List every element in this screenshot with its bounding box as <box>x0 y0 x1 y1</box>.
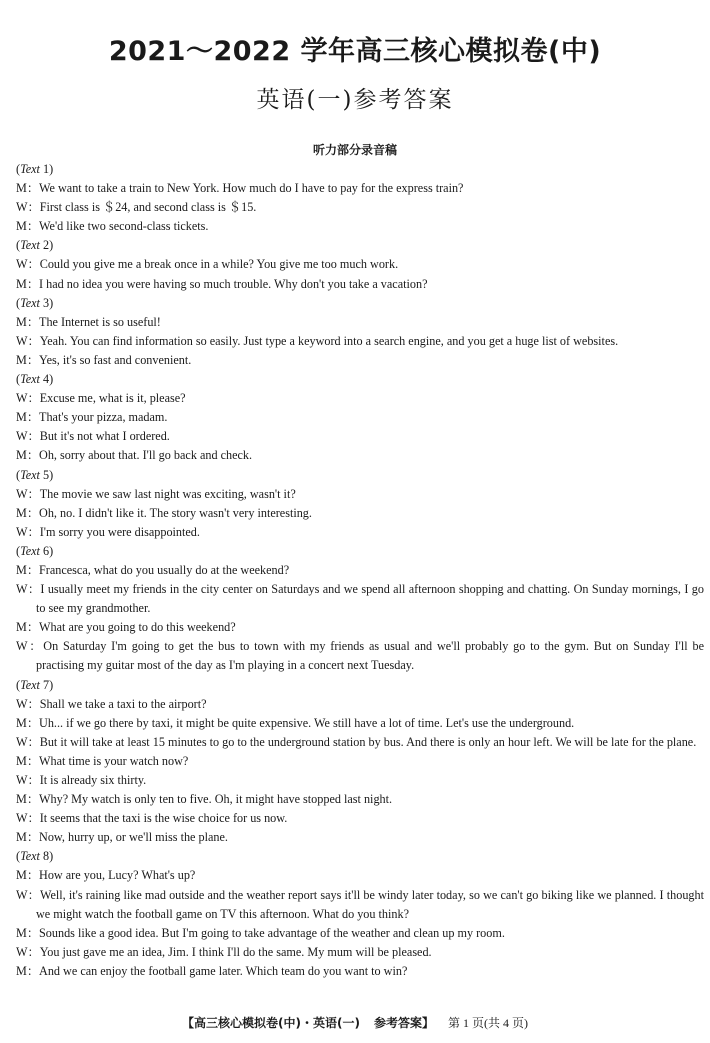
dialogue-line: M：What are you going to do this weekend? <box>16 620 236 635</box>
dialogue-line: W：It seems that the taxi is the wise choice for us now. <box>16 811 288 826</box>
dialogue-line: M：Yes, it's so fast and convenient. <box>16 352 192 367</box>
dialogue-line: W：Yeah. You can find information so easily. Just type a keyword into a search engine, and you get a huge list of websites. <box>16 333 619 348</box>
text-header: (Text 5) <box>16 467 54 482</box>
dialogue-line: M：And we can enjoy the football game later. Which team do you want to win? <box>16 963 408 978</box>
dialogue-line: W：It is already six thirty. <box>16 773 147 787</box>
dialogue-line: M：That's your pizza, madam. <box>16 410 168 425</box>
dialogue-line: W：I usually meet my friends in the city center on Saturdays and we spend all afternoon shopping and chatting. On Sunday mornings, I go to see my grandmother. <box>16 582 704 616</box>
dialogue-line: M：How are you, Lucy? What's up? <box>16 868 196 883</box>
dialogue-line: M：Now, hurry up, or we'll miss the plane. <box>16 830 228 845</box>
text-header: (Text 1) <box>16 162 54 176</box>
dialogue-line: M：Francesca, what do you usually do at the weekend? <box>16 562 290 577</box>
dialogue-line: W：But it's not what I ordered. <box>16 429 170 444</box>
text-header: (Text 2) <box>16 238 54 253</box>
dialogue-line: W：First class is ＄24, and second class is ＄15. <box>16 200 257 215</box>
dialogue-line: W：Could you give me a break once in a while? You give me too much work. <box>16 257 399 272</box>
dialogue-line: M：Sounds like a good idea. But I'm going to take advantage of the weather and clean up my room. <box>16 925 505 940</box>
dialogue-line: W：The movie we saw last night was exciting, wasn't it? <box>16 486 296 501</box>
dialogue-line: W：Excuse me, what is it, please? <box>16 391 186 406</box>
text-header: (Text 3) <box>16 295 54 310</box>
text-header: (Text 4) <box>16 372 54 387</box>
footer-label: 【高三核心模拟卷(中)・英语(一) <box>182 1016 360 1030</box>
dialogue-line: M：What time is your watch now? <box>16 753 189 768</box>
dialogue-line: W：I'm sorry you were disappointed. <box>16 524 200 539</box>
page-footer <box>0 1014 710 1032</box>
dialogue-line: M：Uh... if we go there by taxi, it might be quite expensive. We still have a lot of time. Let's use the underground. <box>16 715 575 730</box>
footer-page-number: 第 1 页(共 4 页) <box>447 1016 528 1030</box>
dialogue-line: M：We want to take a train to New York. How much do I have to pay for the express train? <box>16 181 464 196</box>
page-subtitle: 英语(一)参考答案 <box>256 87 454 113</box>
dialogue-line: M：I had no idea you were having so much trouble. Why don't you take a vacation? <box>16 276 428 291</box>
section-title: 听力部分录音稿 <box>312 143 397 157</box>
text-header: (Text 8) <box>16 849 54 864</box>
text-header: (Text 7) <box>16 677 54 692</box>
dialogue-line: W：Shall we take a taxi to the airport? <box>16 696 207 711</box>
dialogue-line: M：We'd like two second-class tickets. <box>16 219 209 234</box>
dialogue-line: M：Oh, no. I didn't like it. The story wasn't very interesting. <box>16 505 312 520</box>
dialogue-line: W：But it will take at least 15 minutes to go to the underground station by bus. And there is only an hour left. We will be late for the plane. <box>16 734 697 749</box>
dialogue-line: W：Well, it's raining like mad outside and the weather report says it'll be windy later today, so we can't go biking like we planned. I thought we might watch the football game on TV this afternoon. What do you think? <box>16 887 704 921</box>
dialogue-line: M：The Internet is so useful! <box>16 314 161 329</box>
dialogue-line: W：You just gave me an idea, Jim. I think I'll do the same. My mum will be pleased. <box>16 944 432 959</box>
transcript-body <box>16 160 704 981</box>
footer-answers: 参考答案】 <box>373 1016 434 1030</box>
dialogue-line: M：Oh, sorry about that. I'll go back and check. <box>16 448 253 463</box>
dialogue-line: W：On Saturday I'm going to get the bus to town with my friends as usual and we'll probably go to the gym. But on Sunday I'll be practising my guitar most of the day as I'm playing in a concert next Tuesday. <box>16 639 704 673</box>
text-header: (Text 6) <box>16 543 54 558</box>
page-title: 2021～2022 学年高三核心模拟卷(中) <box>108 36 602 67</box>
dialogue-line: M：Why? My watch is only ten to five. Oh, it might have stopped last night. <box>16 792 393 807</box>
